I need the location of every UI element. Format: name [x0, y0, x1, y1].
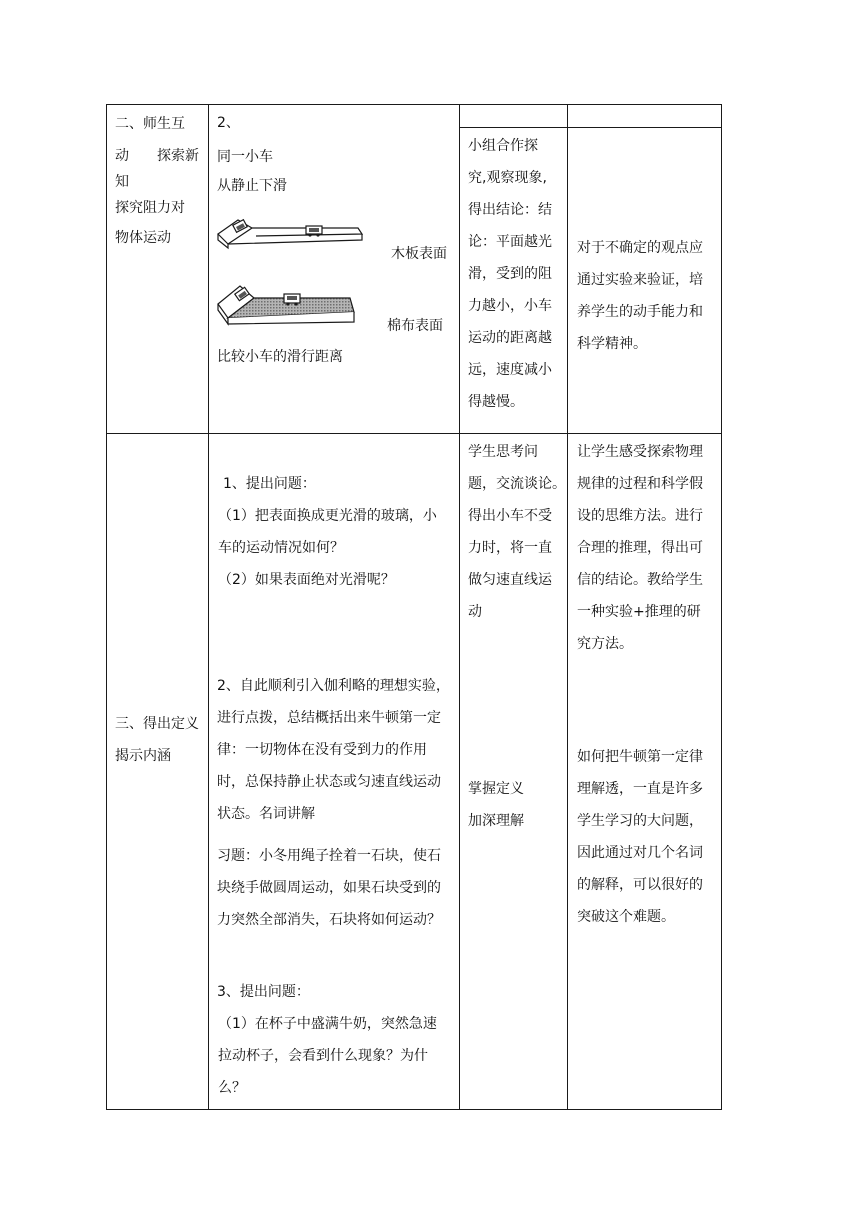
student-line: 做匀速直线运	[468, 572, 552, 588]
question-title: 1、提出问题：	[223, 476, 316, 492]
student-line: 学生思考问	[468, 444, 538, 460]
stage-line: 揭示内涵	[115, 748, 171, 764]
intent-line: 规律的过程和科学假	[577, 476, 703, 492]
content-line: 2、自此顺利引入伽利略的理想实验，	[217, 678, 450, 694]
question-3	[218, 1008, 437, 1104]
student-line: 题，交流谈论。	[468, 476, 566, 492]
cotton-surface-illustration	[216, 280, 356, 328]
student-line: 得出小车不受	[468, 508, 552, 524]
intent-line: 究方法。	[577, 636, 633, 652]
header-row-divider	[459, 127, 722, 128]
stage-line: 物体运动	[115, 230, 171, 246]
stage-line: 探究阻力对	[115, 200, 185, 216]
row2-intent-cell-a	[577, 436, 703, 660]
content-line: 比较小车的滑行距离	[217, 349, 343, 365]
wood-surface-label: 木板表面	[391, 246, 447, 262]
table-border-left	[106, 104, 107, 1110]
content-line: 进行点拨，总结概括出来牛顿第一定	[217, 710, 441, 726]
intent-line: 突破这个难题。	[577, 909, 675, 925]
content-line: 么？	[218, 1080, 246, 1096]
content-line: 力突然全部消失，石块将如何运动？	[217, 912, 441, 928]
student-line: 力时，将一直	[468, 540, 552, 556]
question-2: （2）如果表面绝对光滑呢？	[218, 572, 395, 588]
table-border-right	[721, 104, 722, 1110]
row2-student-cell-a	[468, 436, 566, 628]
student-line: 论：平面越光	[468, 234, 552, 250]
column-divider-2	[459, 104, 460, 1110]
row2-intent-cell-b	[577, 741, 703, 933]
content-line: 习题：小冬用绳子拴着一石块，使石	[217, 848, 441, 864]
intent-line: 科学精神。	[577, 336, 647, 352]
stage-line: 知	[115, 174, 129, 190]
row1-student-cell	[468, 130, 552, 418]
content-line: 从静止下滑	[217, 178, 287, 194]
content-line: 律：一切物体在没有受到力的作用	[217, 742, 427, 758]
cotton-surface-label: 棉布表面	[387, 318, 443, 334]
intent-line: 通过实验来验证，培	[577, 272, 703, 288]
paragraph-galileo	[217, 670, 450, 830]
table-border-bottom	[106, 1109, 722, 1110]
intent-line: 理解透，一直是许多	[577, 781, 703, 797]
row2-stage-cell	[115, 708, 199, 772]
content-line: 时，总保持静止状态或匀速直线运动	[217, 774, 441, 790]
student-line: 动	[468, 604, 482, 620]
stage-line: 二、师生互	[115, 116, 185, 132]
intent-line: 设的思维方法。进行	[577, 508, 703, 524]
content-line: （1）在杯子中盛满牛奶，突然急速	[218, 1016, 437, 1032]
wood-surface-illustration	[216, 214, 366, 250]
content-line: （1）把表面换成更光滑的玻璃，小	[218, 508, 437, 524]
intent-line: 信的结论。教给学生	[577, 572, 703, 588]
question-3-title: 3、提出问题：	[217, 984, 310, 1000]
row-divider	[106, 433, 722, 434]
student-line: 加深理解	[468, 813, 524, 829]
student-line: 究,观察现象,	[468, 170, 547, 186]
student-line: 运动的距离越	[468, 330, 552, 346]
stage-line: 动 探索新	[115, 148, 199, 164]
row1-intent-cell	[577, 232, 703, 360]
table-border-top	[106, 104, 722, 105]
intent-line: 如何把牛顿第一定律	[577, 749, 703, 765]
row1-stage-cell	[115, 108, 199, 254]
content-line: 块绕手做圆周运动，如果石块受到的	[217, 880, 441, 896]
column-divider-3	[567, 104, 568, 1110]
row2-student-cell-b	[468, 773, 524, 837]
content-line: 同一小车	[217, 149, 273, 165]
intent-line: 合理的推理，得出可	[577, 540, 703, 556]
student-line: 得越慢。	[468, 394, 524, 410]
intent-line: 让学生感受探索物理	[577, 444, 703, 460]
student-line: 远，速度减小	[468, 362, 552, 378]
content-line: 拉动杯子，会看到什么现象？为什	[218, 1048, 428, 1064]
intent-line: 因此通过对几个名词	[577, 845, 703, 861]
student-line: 力越小，小车	[468, 298, 552, 314]
intent-line: 对于不确定的观点应	[577, 240, 703, 256]
student-line: 掌握定义	[468, 781, 524, 797]
exercise-paragraph	[217, 840, 441, 936]
intent-line: 一种实验+推理的研	[577, 604, 701, 620]
intent-line: 学生学习的大问题，	[577, 813, 703, 829]
column-divider-1	[208, 104, 209, 1110]
content-line: 车的运动情况如何？	[218, 540, 344, 556]
intent-line: 养学生的动手能力和	[577, 304, 703, 320]
intent-line: 的解释，可以很好的	[577, 877, 703, 893]
stage-line: 三、得出定义	[115, 716, 199, 732]
question-1	[218, 500, 437, 564]
student-line: 得出结论：结	[468, 202, 552, 218]
content-line: 状态。名词讲解	[217, 806, 315, 822]
student-line: 小组合作探	[468, 138, 538, 154]
student-line: 滑，受到的阻	[468, 266, 552, 282]
step-number: 2、	[217, 115, 240, 131]
